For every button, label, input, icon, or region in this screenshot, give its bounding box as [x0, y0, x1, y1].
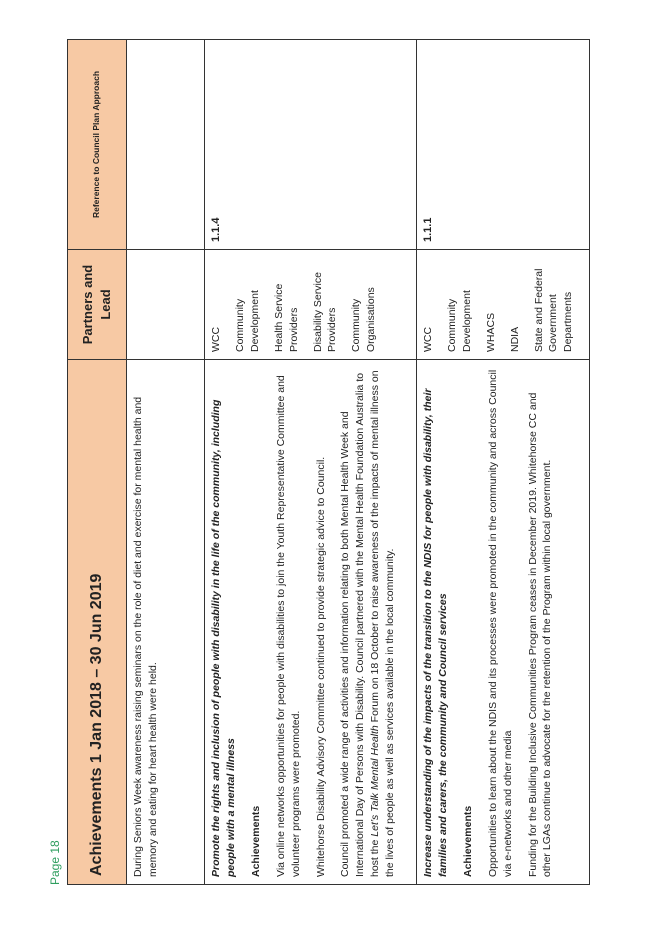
- header-partners: Partners and Lead: [68, 250, 127, 360]
- event-name: Let’s Talk Mental Health: [369, 725, 382, 837]
- partner: Community Organisations: [350, 287, 378, 352]
- achievements-table: [67, 39, 590, 885]
- partner: Community Development: [445, 290, 473, 352]
- text-run: Council promoted a wide range of activities and information relating to both Mental Health Week and International Day of Persons with Disability. Council partnered with the Mental Health Foundation Australia to host the: [339, 372, 382, 877]
- page-number: [43, 40, 67, 885]
- table-row: [205, 40, 417, 885]
- reference-value: 1.1.1: [422, 217, 434, 242]
- achievements-cell: [205, 360, 417, 885]
- achievements-label: Achievements: [249, 805, 262, 877]
- achievements-cell: [127, 360, 205, 885]
- reference-cell: [417, 40, 590, 250]
- reference-value: 1.1.4: [210, 217, 222, 242]
- partner: Health Service Providers: [272, 283, 300, 352]
- achievements-label: Achievements: [461, 805, 474, 877]
- partner: NDIA: [508, 326, 521, 352]
- table-row: [127, 40, 205, 885]
- partners-cell: [127, 250, 205, 360]
- text-run: Forum on 18 October to raise awareness of the impacts of mental illness on the lives of people as well as services available in the local community.: [369, 370, 397, 877]
- partner: Community Development: [233, 290, 261, 352]
- paragraph: Via online networks opportunities for people with disabilities to join the Youth Representative Committee and volunteer programs were promoted.: [274, 375, 302, 877]
- paragraph: Opportunities to learn about the NDIS and its processes were promoted in the community and across Council via e-networks and other media: [486, 369, 514, 877]
- header-reference: Reference to Council Plan Approach: [68, 40, 127, 250]
- partner: WCC: [422, 326, 434, 352]
- paragraph: Whitehorse Disability Advisory Committee continued to provide strategic advice to Council.: [314, 456, 327, 877]
- objective-heading: Promote the rights and inclusion of people with disability in the life of the community, including people with a mental illness: [210, 399, 237, 877]
- paragraph: [338, 367, 398, 877]
- partner: WCC: [210, 326, 222, 352]
- partner: WHACS: [484, 312, 497, 352]
- partners-cell: [205, 250, 417, 360]
- achievements-cell: [417, 360, 590, 885]
- partner: State and Federal Government Departments: [532, 268, 575, 352]
- partner: Disability Service Providers: [311, 272, 339, 352]
- paragraph: Funding for the Building Inclusive Communities Program ceases in December 2019. Whitehorse CC and other LGAs continue to advocate for the retention of the Program within local government.: [526, 392, 554, 877]
- page-number-text: Page 18: [48, 840, 62, 885]
- reference-cell: [205, 40, 417, 250]
- reference-cell: [127, 40, 205, 250]
- table-row: [417, 40, 590, 885]
- paragraph: During Seniors Week awareness raising seminars on the role of diet and exercise for mental health and memory and eating for heart health were held.: [132, 396, 159, 877]
- partners-cell: [417, 250, 590, 360]
- objective-heading: Increase understanding of the impacts of the transition to the NDIS for people with disability, their families and carers, the community and Council services: [422, 388, 449, 877]
- rotated-page: [48, 40, 575, 885]
- table-header-row: [68, 40, 127, 885]
- header-achievements: Achievements 1 Jan 2018 – 30 Jun 2019: [68, 360, 127, 885]
